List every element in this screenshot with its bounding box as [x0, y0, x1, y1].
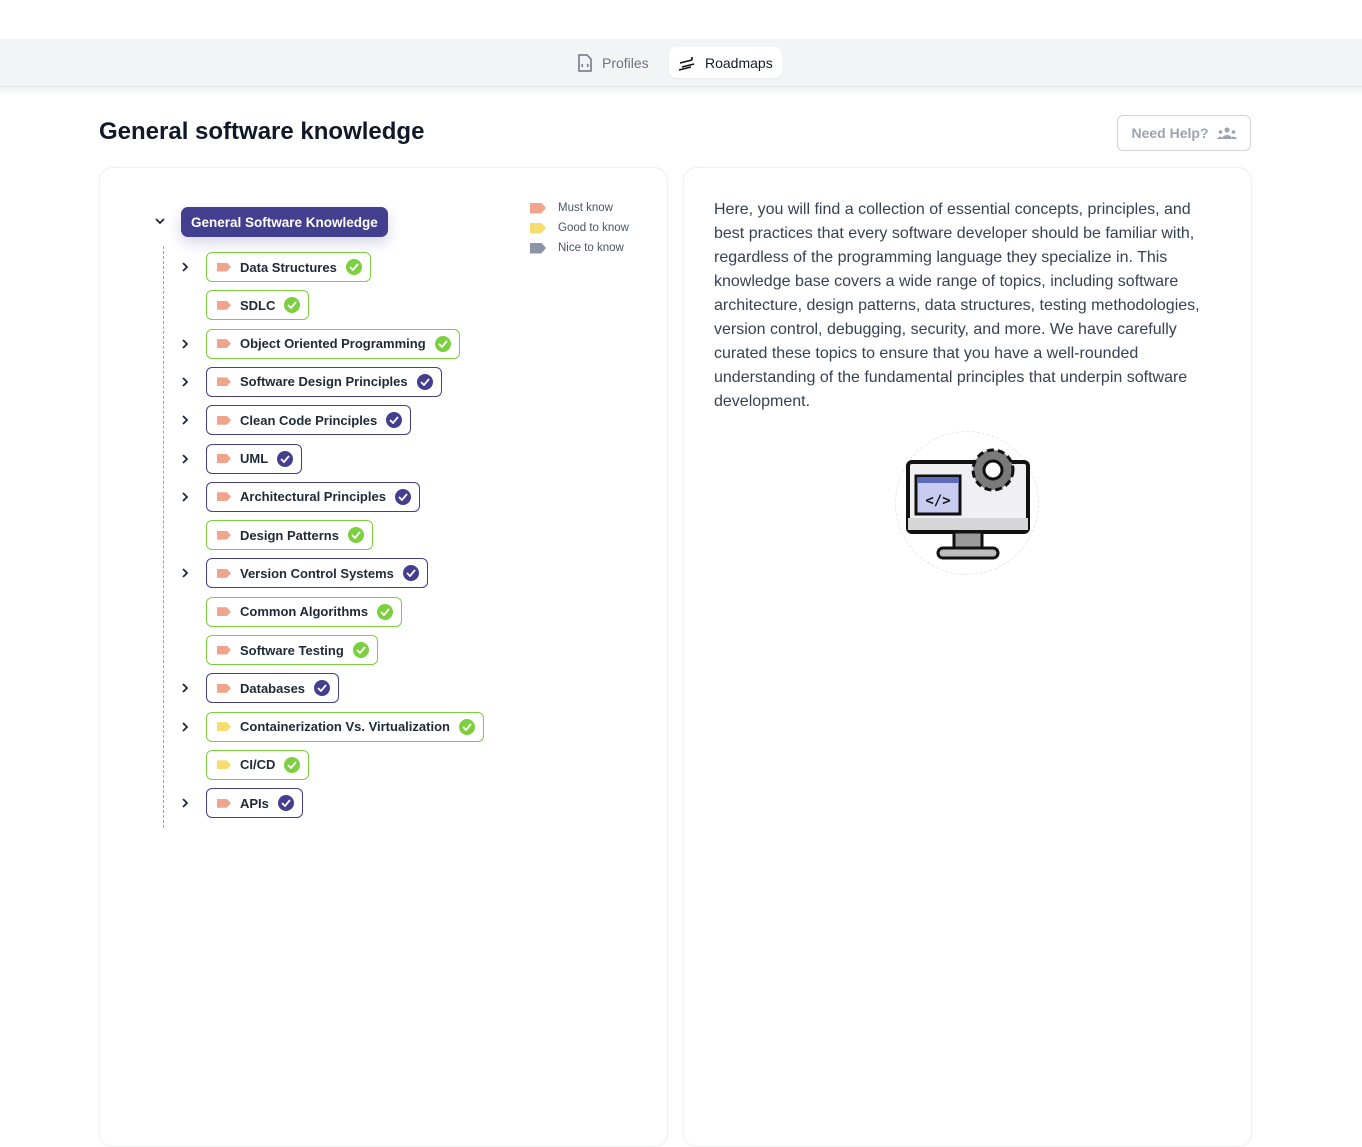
- topic-node[interactable]: [206, 635, 378, 665]
- topic-label: Object Oriented Programming: [240, 336, 426, 352]
- topic-label: Clean Code Principles: [240, 412, 378, 428]
- root-node[interactable]: General Software Knowledge: [181, 207, 388, 237]
- check-circle-icon: [314, 680, 330, 696]
- topic-node[interactable]: [206, 788, 303, 818]
- topic-node[interactable]: [206, 482, 420, 512]
- chevron-right-icon[interactable]: [178, 490, 192, 504]
- check-circle-icon: [377, 604, 393, 620]
- tab-profiles[interactable]: [568, 47, 658, 78]
- legend-item: [530, 222, 629, 234]
- check-circle-icon: [353, 642, 369, 658]
- tag-icon: [530, 203, 546, 214]
- tree-item: [178, 367, 442, 397]
- check-circle-icon: [278, 795, 294, 811]
- tree-item: [178, 329, 460, 359]
- description-text: Here, you will find a collection of essential concepts, principles, and best practices that every software developer should be familiar with, regardless of the programming language they specialize in. This knowledge base covers a wide range of topics, including software architecture, design patterns, data structures, testing methodologies, version control, debugging, security, and more. We have carefully curated these topics to ensure that you have a well-rounded understanding of the fundamental principles that underpin software development.: [714, 201, 1200, 410]
- priority-tag-icon: [217, 492, 231, 501]
- legend-item: [530, 242, 624, 254]
- tree-item: [178, 482, 420, 512]
- tree-item: [178, 290, 309, 320]
- tab-roadmaps[interactable]: [669, 47, 782, 78]
- legend-label: Nice to know: [558, 242, 624, 254]
- priority-tag-icon: [217, 416, 231, 425]
- svg-text:</>: </>: [925, 493, 951, 509]
- check-circle-icon: [435, 336, 451, 352]
- chevron-right-icon[interactable]: [178, 337, 192, 351]
- topic-node[interactable]: [206, 252, 371, 282]
- topic-node[interactable]: [206, 329, 460, 359]
- need-help-button[interactable]: [1117, 115, 1251, 151]
- priority-tag-icon: [217, 684, 231, 693]
- tree-item: [178, 788, 303, 818]
- check-circle-icon: [284, 757, 300, 773]
- chevron-right-icon[interactable]: [178, 720, 192, 734]
- topic-node[interactable]: [206, 597, 402, 627]
- topic-label: SDLC: [240, 297, 276, 313]
- legend-item: [530, 202, 613, 214]
- priority-tag-icon: [217, 377, 231, 386]
- topic-node[interactable]: [206, 712, 484, 742]
- roadmap-icon: [678, 55, 696, 71]
- tree-item: [178, 558, 428, 588]
- tree-item: [178, 750, 309, 780]
- divider: [0, 87, 1362, 95]
- chevron-right-icon[interactable]: [178, 413, 192, 427]
- topic-node[interactable]: [206, 444, 302, 474]
- users-icon: [1217, 127, 1237, 139]
- check-circle-icon: [346, 259, 362, 275]
- tag-icon: [530, 243, 546, 254]
- chevron-right-icon[interactable]: [178, 452, 192, 466]
- file-code-icon: [577, 54, 593, 72]
- topic-node[interactable]: [206, 558, 428, 588]
- tree-item: [178, 712, 484, 742]
- priority-tag-icon: [217, 722, 231, 731]
- topic-label: UML: [240, 451, 269, 466]
- topic-label: APIs: [240, 795, 269, 811]
- priority-tag-icon: [217, 760, 231, 769]
- topic-node[interactable]: [206, 367, 442, 397]
- priority-tag-icon: [217, 339, 231, 348]
- check-circle-icon: [386, 412, 402, 428]
- tab-label: Profiles: [602, 54, 649, 71]
- priority-tag-icon: [217, 454, 231, 463]
- topic-node[interactable]: [206, 750, 309, 780]
- tree-item: [178, 635, 378, 665]
- check-circle-icon: [395, 489, 411, 505]
- computer-gear-illustration: [895, 431, 1039, 575]
- topic-label: Design Patterns: [240, 527, 339, 543]
- priority-tag-icon: [217, 799, 231, 808]
- chevron-right-icon[interactable]: [178, 681, 192, 695]
- topic-node[interactable]: [206, 520, 373, 550]
- legend-label: Good to know: [558, 222, 629, 234]
- chevron-down-icon[interactable]: [153, 214, 167, 228]
- tree-item: [178, 444, 302, 474]
- tree-item: [178, 673, 339, 703]
- page-title: General software knowledge: [99, 118, 425, 145]
- check-circle-icon: [277, 451, 293, 467]
- topic-label: Data Structures: [240, 259, 337, 275]
- check-circle-icon: [348, 527, 364, 543]
- priority-tag-icon: [217, 263, 231, 272]
- topic-label: Software Testing: [240, 642, 344, 658]
- chevron-right-icon[interactable]: [178, 796, 192, 810]
- help-label: Need Help?: [1131, 125, 1209, 141]
- topic-label: Version Control Systems: [240, 565, 394, 581]
- priority-tag-icon: [217, 531, 231, 540]
- priority-tag-icon: [217, 569, 231, 578]
- chevron-right-icon[interactable]: [178, 566, 192, 580]
- tree-item: [178, 597, 402, 627]
- topic-label: Databases: [240, 680, 306, 696]
- topic-label: Common Algorithms: [240, 604, 369, 620]
- tree-item: [178, 520, 373, 550]
- priority-tag-icon: [217, 646, 231, 655]
- chevron-right-icon[interactable]: [178, 375, 192, 389]
- topic-node[interactable]: [206, 405, 411, 435]
- topic-label: Containerization Vs. Virtualization: [240, 719, 450, 735]
- chevron-right-icon[interactable]: [178, 260, 192, 274]
- topic-label: CI/CD: [240, 757, 276, 773]
- tag-icon: [530, 223, 546, 234]
- priority-tag-icon: [217, 607, 231, 616]
- check-circle-icon: [417, 374, 433, 390]
- topic-label: Architectural Principles: [240, 489, 386, 505]
- tab-label: Roadmaps: [705, 54, 773, 71]
- topic-node[interactable]: [206, 673, 339, 703]
- tree-item: [178, 405, 411, 435]
- legend-label: Must know: [558, 202, 613, 214]
- tree-item: [178, 252, 371, 282]
- topic-node[interactable]: [206, 290, 309, 320]
- check-circle-icon: [459, 719, 475, 735]
- tree-connector: [163, 246, 164, 828]
- check-circle-icon: [403, 565, 419, 581]
- topic-label: Software Design Principles: [240, 374, 408, 390]
- priority-tag-icon: [217, 301, 231, 310]
- check-circle-icon: [284, 297, 300, 313]
